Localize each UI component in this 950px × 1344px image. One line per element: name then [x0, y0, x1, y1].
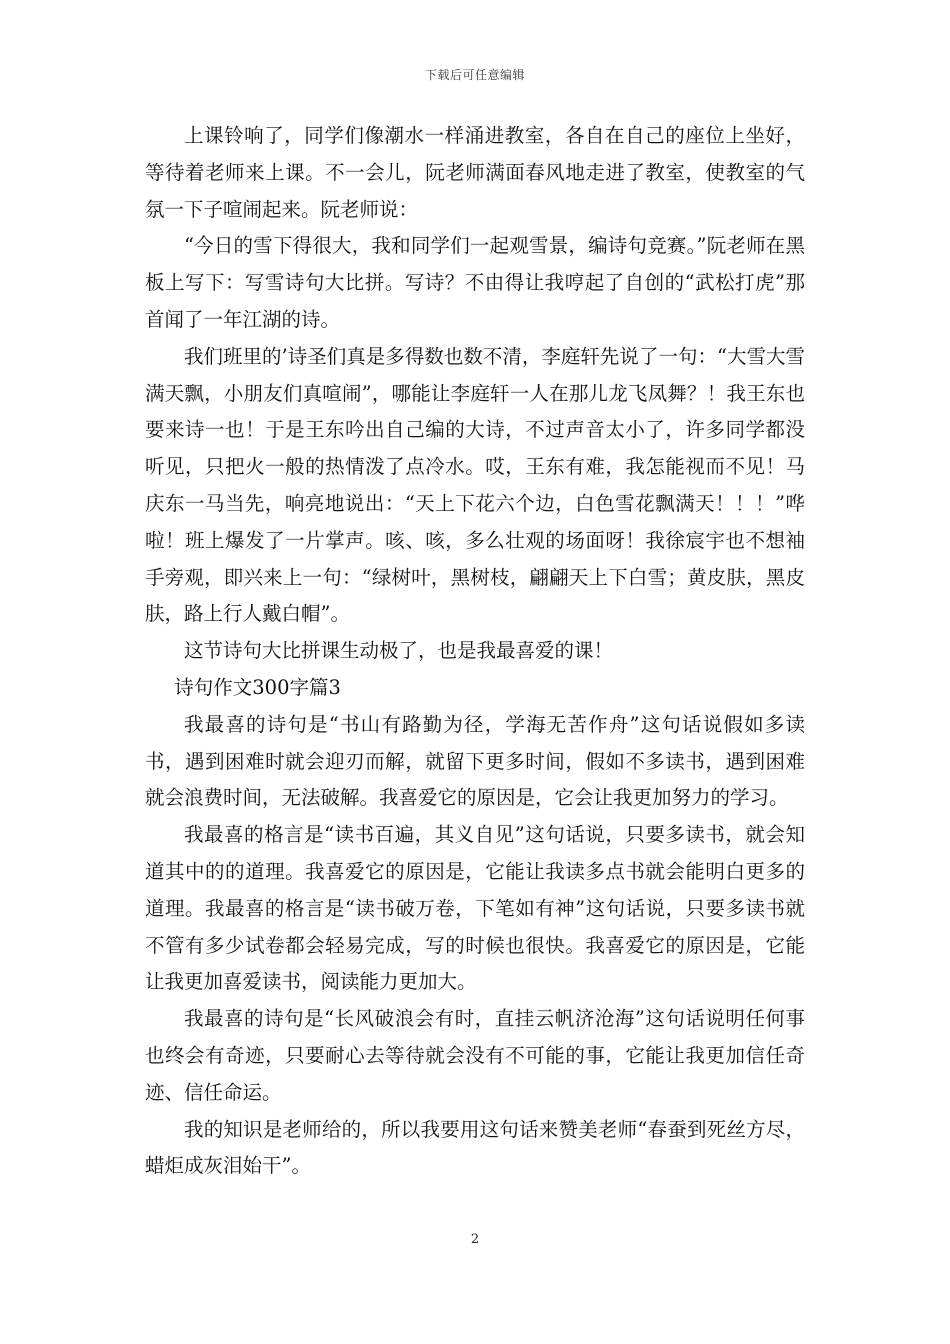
section-heading: 诗句作文300字篇3	[174, 675, 341, 699]
paragraph-4: 这节诗句大比拼课生动极了，也是我最喜爱的课！	[184, 639, 614, 663]
page-number: 2	[470, 1232, 480, 1247]
page-header: 下载后可任意编辑	[424, 68, 525, 82]
paragraph-5: 我最喜的诗句是“书山有路勤为径，学海无苦作舟”这句话说假如多读书，遇到困难时就会迎刃而解，就留下更多时间，假如不多读书，遇到困难就会浪费时间，无法破解。我喜爱它的原因是，它会让我更加努力的学习。	[145, 712, 805, 810]
document-body	[145, 118, 805, 1185]
paragraph-2: “今日的雪下得很大，我和同学们一起观雪景，编诗句竞赛。”阮老师在黑板上写下：写雪诗句大比拼。写诗？不由得让我哼起了自创的“武松打虎”那首闻了一年江湖的诗。	[145, 234, 805, 331]
paragraph-6: 我最喜的格言是“读书百遍，其义自见”这句话说，只要多读书，就会知道其中的的道理。我喜爱它的原因是，它能让我读多点书就会能明白更多的道理。我最喜的格言是“读书破万卷，下笔如有神”这句话说，只要多读书就不管有多少试卷都会轻易完成，写的时候也很快。我喜爱它的原因是，它能让我更加喜爱读书，阅读能力更加大。	[145, 823, 805, 994]
paragraph-8: 我的知识是老师给的，所以我要用这句话来赞美老师“春蚕到死丝方尽，蜡炬成灰泪始干”。	[145, 1117, 805, 1178]
paragraph-1: 上课铃响了，同学们像潮水一样涌进教室，各自在自己的座位上坐好，等待着老师来上课。不一会儿，阮老师满面春风地走进了教室，使教室的气氛一下子喧闹起来。阮老师说：	[145, 124, 805, 221]
paragraph-3: 我们班里的’诗圣们真是多得数也数不清，李庭轩先说了一句：“大雪大雪满天飘，小朋友们真喧闹”，哪能让李庭轩一人在那儿龙飞凤舞？！我王东也要来诗一也！于是王东吟出自己编的大诗，不过声音太小了，许多同学都没听见，只把火一般的热情泼了点冷水。哎，王东有难，我怎能视而不见！马庆东一马当先，响亮地说出：“天上下花六个边，白色雪花飘满天！！！”哗啦！班上爆发了一片掌声。咳、咳，多么壮观的场面呀！我徐宸宇也不想袖手旁观，即兴来上一句：“绿树叶，黑树枝，翩翩天上下白雪；黄皮肤，黑皮肤，路上行人戴白帽”。	[145, 344, 805, 626]
paragraph-7: 我最喜的诗句是“长风破浪会有时，直挂云帆济沧海”这句话说明任何事也终会有奇迹，只要耐心去等待就会没有不可能的事，它能让我更加信任奇迹、信任命运。	[145, 1007, 805, 1104]
